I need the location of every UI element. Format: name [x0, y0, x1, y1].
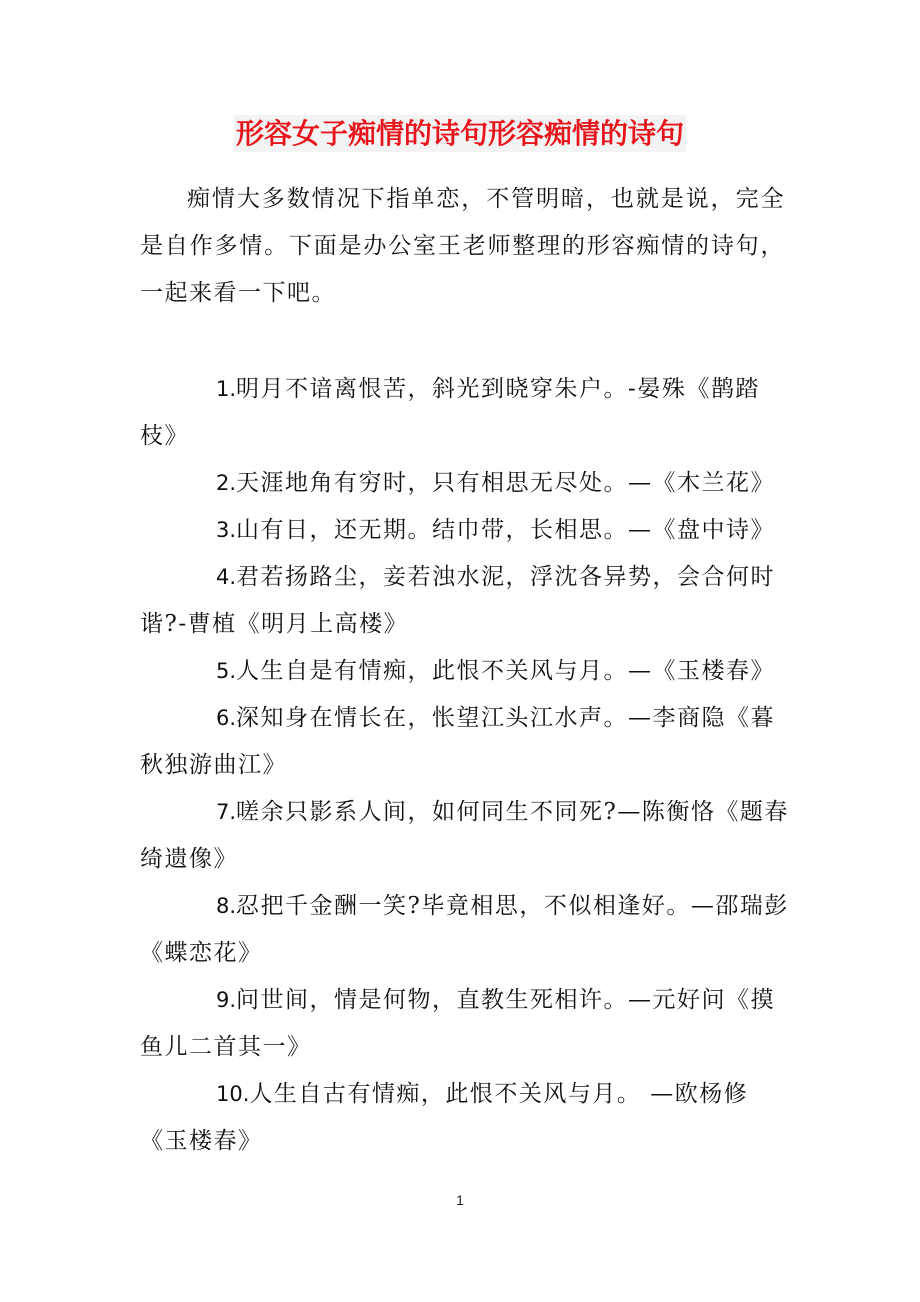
poem-text: 嗟余只影系人间，如何同生不同死?—陈衡恪《题春绮遗像》 [140, 799, 789, 872]
poem-text: 君若扬路尘，妾若浊水泥，浮沈各异势，会合何时谐?-曹植《明月上高楼》 [140, 564, 776, 637]
poem-item-5 [140, 648, 795, 695]
page-number: 1 [456, 1192, 464, 1208]
poem-text: 人生自古有情痴，此恨不关风与月。 —欧杨修《玉楼春》 [140, 1081, 749, 1154]
poem-number: 1. [216, 377, 237, 401]
intro-paragraph: 痴情大多数情况下指单恋，不管明暗，也就是说，完全是自作多情。下面是办公室王老师整理的形容痴情的诗句，一起来看一下吧。 [140, 186, 785, 306]
poem-item-2 [140, 460, 795, 507]
poem-text: 忍把千金酬一笑?毕竟相思，不似相逢好。—邵瑞彭《蝶恋花》 [140, 893, 789, 966]
poem-number: 7. [216, 800, 237, 824]
document-title [0, 112, 920, 156]
poem-item-1 [140, 366, 795, 460]
poem-item-3 [140, 507, 795, 554]
poem-number: 8. [216, 894, 237, 918]
poem-text: 明月不谙离恨苦，斜光到晓穿朱户。-晏殊《鹊踏枝》 [140, 376, 760, 449]
poem-text: 问世间，情是何物，直教生死相许。—元好问《摸鱼儿二首其一》 [140, 987, 776, 1060]
poem-text: 天涯地角有穷时，只有相思无尽处。—《木兰花》 [236, 470, 776, 496]
poem-item-4 [140, 554, 795, 648]
poem-number: 9. [216, 988, 237, 1012]
poem-text: 山有日，还无期。结巾带，长相思。—《盘中诗》 [236, 517, 776, 543]
poem-text: 深知身在情长在，怅望江头江水声。—李商隐《暮秋独游曲江》 [140, 705, 776, 778]
poem-number: 4. [216, 565, 237, 589]
poem-number: 6. [216, 706, 237, 730]
poem-item-6 [140, 695, 795, 789]
poem-number: 10. [216, 1082, 250, 1106]
poem-item-8 [140, 883, 795, 977]
poem-number: 5. [216, 659, 237, 683]
title-text: 形容女子痴情的诗句形容痴情的诗句 [235, 117, 684, 150]
poem-list [140, 366, 795, 1165]
poem-number: 2. [216, 471, 237, 495]
poem-number: 3. [216, 518, 237, 542]
poem-item-7 [140, 789, 795, 883]
poem-item-10 [140, 1071, 795, 1165]
poem-item-9 [140, 977, 795, 1071]
poem-text: 人生自是有情痴，此恨不关风与月。—《玉楼春》 [236, 658, 776, 684]
